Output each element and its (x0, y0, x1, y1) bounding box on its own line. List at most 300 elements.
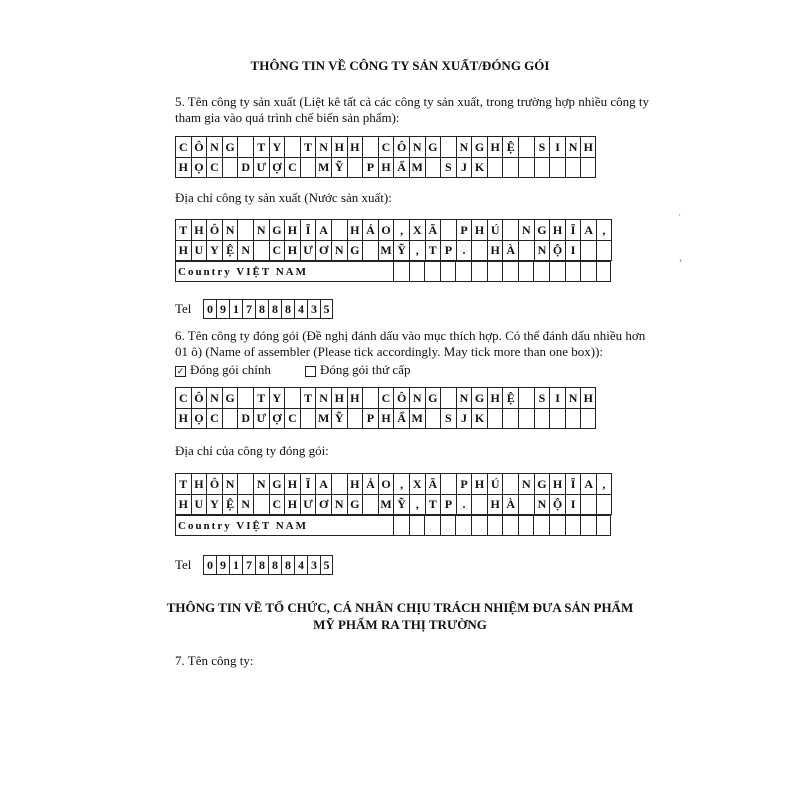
grid-cell[interactable]: N (518, 473, 534, 494)
grid-cell[interactable]: G (222, 136, 238, 157)
grid-row (175, 387, 596, 408)
question-5-line2: tham gia vào quá trình chế biến sản phẩm): (175, 110, 400, 125)
grid-cell[interactable] (596, 494, 612, 515)
grid-cell[interactable]: P (440, 240, 456, 261)
grid-cell[interactable]: Ộ (549, 494, 565, 515)
grid-cell[interactable]: Ỹ (393, 494, 409, 515)
grid-cell[interactable] (362, 136, 378, 157)
grid-cell[interactable]: T (425, 240, 441, 261)
grid-cell[interactable]: A (580, 219, 596, 240)
grid-cell[interactable]: X (409, 219, 425, 240)
grid-cell[interactable]: , (409, 240, 425, 261)
grid-cell[interactable]: Y (206, 240, 222, 261)
grid-cell[interactable]: H (378, 408, 394, 429)
grid-cell[interactable]: H (549, 219, 565, 240)
grid-cell[interactable]: M (409, 408, 425, 429)
assembler-name-grid[interactable] (175, 387, 596, 429)
grid-cell[interactable]: T (175, 473, 191, 494)
grid-cell[interactable] (487, 515, 503, 536)
manufacturer-address-grid[interactable] (175, 219, 612, 261)
grid-cell[interactable]: J (456, 157, 472, 178)
grid-cell[interactable]: Y (269, 136, 285, 157)
grid-row (175, 408, 596, 429)
question-5-line1: 5. Tên công ty sản xuất (Liệt kê tất cả các công ty sản xuất, trong trường hợp nhiều công ty (175, 94, 649, 109)
grid-cell[interactable]: Ệ (502, 387, 518, 408)
grid-cell[interactable] (549, 408, 565, 429)
grid-cell[interactable]: G (269, 219, 285, 240)
grid-cell[interactable]: H (331, 387, 347, 408)
grid-cell[interactable]: N (253, 219, 269, 240)
grid-cell[interactable]: G (347, 494, 363, 515)
grid-cell[interactable]: Ỹ (393, 240, 409, 261)
grid-cell[interactable]: Ơ (315, 240, 331, 261)
grid-cell[interactable] (487, 157, 503, 178)
manufacturer-tel (175, 299, 333, 319)
manufacturer-country-row[interactable] (175, 261, 611, 282)
grid-cell[interactable] (596, 240, 612, 261)
grid-cell[interactable]: Ô (206, 219, 222, 240)
grid-cell[interactable] (362, 240, 378, 261)
grid-cell[interactable] (222, 157, 238, 178)
secondary-packing-label: Đóng gói thứ cấp (320, 362, 411, 377)
grid-cell[interactable]: C (175, 387, 191, 408)
grid-cell[interactable] (533, 261, 549, 282)
grid-cell[interactable] (502, 219, 518, 240)
grid-cell[interactable]: H (175, 157, 191, 178)
grid-cell[interactable] (331, 473, 347, 494)
grid-cell[interactable]: I (549, 136, 565, 157)
grid-cell[interactable]: T (300, 387, 316, 408)
grid-cell[interactable] (222, 408, 238, 429)
grid-cell[interactable]: Ĩ (565, 473, 581, 494)
grid-cell[interactable]: N (456, 387, 472, 408)
grid-cell[interactable]: H (378, 157, 394, 178)
grid-cell[interactable]: I (565, 240, 581, 261)
tel-digit-box[interactable]: 4 (294, 555, 307, 575)
grid-cell[interactable] (237, 387, 253, 408)
grid-cell[interactable]: G (471, 136, 487, 157)
grid-cell[interactable]: M (378, 240, 394, 261)
primary-packing-checkbox[interactable]: ✓ (176, 365, 185, 376)
assembler-address-grid[interactable] (175, 473, 612, 515)
grid-cell[interactable] (533, 515, 549, 536)
grid-cell[interactable]: N (534, 494, 550, 515)
grid-cell[interactable] (487, 408, 503, 429)
grid-cell[interactable]: U (191, 494, 207, 515)
grid-cell[interactable] (409, 515, 425, 536)
grid-cell[interactable] (440, 515, 456, 536)
grid-cell[interactable] (455, 261, 471, 282)
grid-cell[interactable]: M (378, 494, 394, 515)
grid-cell[interactable]: , (393, 473, 409, 494)
grid-cell[interactable]: C (284, 157, 300, 178)
grid-cell[interactable] (565, 408, 581, 429)
grid-cell[interactable]: Ã (425, 473, 441, 494)
grid-cell[interactable] (502, 515, 518, 536)
grid-cell[interactable] (347, 408, 363, 429)
grid-cell[interactable] (580, 494, 596, 515)
grid-cell[interactable]: Ỹ (331, 408, 347, 429)
grid-cell[interactable] (487, 261, 503, 282)
grid-cell[interactable]: N (565, 387, 581, 408)
grid-cell[interactable]: Ĩ (565, 219, 581, 240)
grid-cell[interactable] (534, 408, 550, 429)
grid-cell[interactable]: Ộ (549, 240, 565, 261)
grid-cell[interactable] (455, 515, 471, 536)
grid-cell[interactable]: G (425, 136, 441, 157)
grid-cell[interactable]: M (315, 408, 331, 429)
grid-cell[interactable] (331, 219, 347, 240)
tel-digit-box[interactable]: 3 (307, 555, 320, 575)
grid-cell[interactable]: Ợ (269, 408, 285, 429)
grid-cell[interactable] (502, 408, 518, 429)
grid-cell[interactable] (549, 515, 565, 536)
grid-cell[interactable] (518, 240, 534, 261)
grid-cell[interactable]: P (362, 157, 378, 178)
grid-cell[interactable]: G (269, 473, 285, 494)
grid-cell[interactable]: M (409, 157, 425, 178)
grid-cell[interactable] (549, 157, 565, 178)
grid-cell[interactable] (518, 494, 534, 515)
grid-cell[interactable]: Ư (253, 408, 269, 429)
grid-cell[interactable]: M (315, 157, 331, 178)
tel-digit-box[interactable]: 9 (216, 555, 229, 575)
grid-cell[interactable] (580, 240, 596, 261)
grid-cell[interactable]: , (409, 494, 425, 515)
grid-cell[interactable]: C (269, 240, 285, 261)
grid-cell[interactable]: N (331, 494, 347, 515)
grid-cell[interactable]: S (440, 408, 456, 429)
grid-cell[interactable]: . (456, 494, 472, 515)
grid-cell[interactable] (424, 261, 440, 282)
grid-cell[interactable] (440, 473, 456, 494)
grid-cell[interactable]: H (191, 219, 207, 240)
grid-cell[interactable]: H (191, 473, 207, 494)
grid-cell[interactable]: S (534, 136, 550, 157)
grid-cell[interactable]: , (393, 219, 409, 240)
tel-digit-box[interactable]: 8 (268, 299, 281, 319)
grid-cell[interactable]: I (565, 494, 581, 515)
margin-mark: · (678, 210, 681, 220)
grid-cell[interactable]: K (471, 157, 487, 178)
grid-cell[interactable]: H (580, 136, 596, 157)
grid-cell[interactable]: T (253, 387, 269, 408)
tel-digit-box[interactable]: 8 (255, 299, 268, 319)
grid-cell[interactable] (284, 136, 300, 157)
grid-cell[interactable]: H (487, 240, 503, 261)
grid-cell[interactable]: Ả (362, 473, 378, 494)
grid-cell[interactable]: H (347, 473, 363, 494)
tel-digit-box[interactable]: 1 (229, 555, 242, 575)
grid-cell[interactable]: Ã (425, 219, 441, 240)
grid-cell[interactable] (502, 473, 518, 494)
grid-cell[interactable]: , (596, 473, 612, 494)
grid-cell[interactable] (393, 515, 409, 536)
grid-cell[interactable]: Ả (362, 219, 378, 240)
grid-cell[interactable]: C (378, 387, 394, 408)
grid-cell[interactable]: . (456, 240, 472, 261)
grid-cell[interactable]: Ô (393, 387, 409, 408)
country-cell[interactable]: Country VIỆT NAM (175, 515, 393, 536)
grid-cell[interactable] (565, 261, 581, 282)
grid-cell[interactable] (424, 515, 440, 536)
tel-digit-box[interactable]: 3 (307, 299, 320, 319)
grid-cell[interactable] (565, 157, 581, 178)
grid-cell[interactable]: C (284, 408, 300, 429)
grid-cell[interactable]: N (237, 494, 253, 515)
grid-cell[interactable]: H (284, 240, 300, 261)
grid-cell[interactable] (549, 261, 565, 282)
grid-cell[interactable]: Ô (191, 387, 207, 408)
grid-cell[interactable]: H (347, 387, 363, 408)
grid-cell[interactable]: Ọ (191, 157, 207, 178)
grid-cell[interactable]: N (206, 136, 222, 157)
grid-cell[interactable] (440, 136, 456, 157)
grid-row (175, 157, 596, 178)
tel-digit-box[interactable]: 8 (255, 555, 268, 575)
tel-digit-box[interactable]: 0 (203, 299, 216, 319)
grid-cell[interactable]: H (175, 240, 191, 261)
grid-cell[interactable]: Ú (487, 473, 503, 494)
grid-cell[interactable] (518, 136, 534, 157)
grid-cell[interactable]: G (534, 219, 550, 240)
grid-cell[interactable]: X (409, 473, 425, 494)
assembler-address-label: Địa chỉ của công ty đóng gói: (175, 443, 329, 458)
grid-cell[interactable]: A (315, 473, 331, 494)
grid-cell[interactable]: Ẩ (393, 408, 409, 429)
grid-cell[interactable] (300, 157, 316, 178)
grid-cell[interactable]: P (362, 408, 378, 429)
grid-cell[interactable]: N (315, 136, 331, 157)
tel-digit-box[interactable]: 7 (242, 299, 255, 319)
primary-packing-option[interactable] (175, 361, 271, 378)
grid-cell[interactable]: I (549, 387, 565, 408)
grid-cell[interactable]: N (565, 136, 581, 157)
tel-digit-box[interactable]: 5 (320, 299, 333, 319)
grid-cell[interactable]: N (456, 136, 472, 157)
tel-digit-box[interactable]: 1 (229, 299, 242, 319)
grid-cell[interactable]: N (331, 240, 347, 261)
grid-cell[interactable]: H (284, 494, 300, 515)
grid-cell[interactable]: H (580, 387, 596, 408)
grid-cell[interactable] (580, 408, 596, 429)
grid-cell[interactable]: A (580, 473, 596, 494)
grid-cell[interactable]: G (222, 387, 238, 408)
grid-cell[interactable] (425, 408, 441, 429)
grid-cell[interactable]: Ơ (315, 494, 331, 515)
grid-cell[interactable] (253, 240, 269, 261)
grid-cell[interactable]: C (206, 157, 222, 178)
grid-cell[interactable]: T (425, 494, 441, 515)
grid-cell[interactable]: N (253, 473, 269, 494)
manufacturer-address-label: Địa chỉ công ty sản xuất (Nước sản xuất): (175, 190, 392, 205)
grid-cell[interactable]: P (456, 473, 472, 494)
grid-cell[interactable]: Ệ (222, 494, 238, 515)
grid-cell[interactable] (534, 157, 550, 178)
section-title-manufacturer: THÔNG TIN VỀ CÔNG TY SẢN XUẤT/ĐÓNG GÓI (250, 58, 550, 73)
question-7: 7. Tên công ty: (175, 653, 254, 668)
grid-cell[interactable]: N (222, 219, 238, 240)
grid-cell[interactable]: A (315, 219, 331, 240)
grid-cell[interactable]: D (237, 408, 253, 429)
grid-cell[interactable] (471, 494, 487, 515)
tel-digit-box[interactable]: 9 (216, 299, 229, 319)
grid-cell[interactable]: G (534, 473, 550, 494)
grid-cell[interactable] (565, 515, 581, 536)
grid-cell[interactable]: Ẩ (393, 157, 409, 178)
section-title-responsible-line2: MỸ PHẨM RA THỊ TRƯỜNG (313, 617, 487, 632)
grid-cell[interactable]: H (471, 473, 487, 494)
grid-cell[interactable] (253, 494, 269, 515)
grid-cell[interactable] (393, 261, 409, 282)
grid-cell[interactable]: À (502, 240, 518, 261)
grid-row (175, 473, 612, 494)
grid-cell[interactable]: T (175, 219, 191, 240)
assembler-country-row[interactable] (175, 515, 611, 536)
grid-cell[interactable] (300, 408, 316, 429)
tel-digit-box[interactable]: 8 (281, 299, 294, 319)
manufacturer-tel-boxes[interactable] (203, 299, 333, 319)
primary-packing-label: Đóng gói chính (190, 362, 271, 377)
grid-cell[interactable] (237, 219, 253, 240)
grid-cell[interactable] (502, 261, 518, 282)
grid-cell[interactable] (440, 219, 456, 240)
assembler-tel-boxes[interactable] (203, 555, 333, 575)
grid-cell[interactable]: H (175, 408, 191, 429)
tel-digit-box[interactable]: 0 (203, 555, 216, 575)
question-6-line1: 6. Tên công ty đóng gói (Đề nghị đánh dấu vào mục thích hợp. Có thể đánh dấu nhiều hơn (175, 328, 646, 343)
grid-cell[interactable]: G (425, 387, 441, 408)
grid-cell[interactable]: D (237, 157, 253, 178)
grid-cell[interactable] (518, 515, 534, 536)
grid-cell[interactable] (440, 387, 456, 408)
grid-cell[interactable] (440, 261, 456, 282)
grid-cell[interactable]: N (409, 136, 425, 157)
grid-cell[interactable]: N (518, 219, 534, 240)
grid-cell[interactable] (518, 408, 534, 429)
grid-cell[interactable]: H (331, 136, 347, 157)
grid-cell[interactable] (518, 387, 534, 408)
grid-cell[interactable]: K (471, 408, 487, 429)
grid-cell[interactable] (425, 157, 441, 178)
secondary-packing-option[interactable] (305, 361, 410, 378)
grid-cell[interactable]: H (487, 387, 503, 408)
grid-cell[interactable]: J (456, 408, 472, 429)
grid-cell[interactable] (471, 240, 487, 261)
grid-cell[interactable] (362, 387, 378, 408)
grid-cell[interactable]: H (471, 219, 487, 240)
grid-cell[interactable]: S (534, 387, 550, 408)
grid-cell[interactable] (471, 515, 487, 536)
grid-cell[interactable]: Ô (206, 473, 222, 494)
grid-cell[interactable]: C (378, 136, 394, 157)
grid-cell[interactable]: N (409, 387, 425, 408)
grid-cell[interactable]: T (300, 136, 316, 157)
tel-digit-box[interactable]: 8 (281, 555, 294, 575)
tel-digit-box[interactable]: 5 (320, 555, 333, 575)
grid-cell[interactable]: Y (269, 387, 285, 408)
grid-cell[interactable]: Ư (300, 494, 316, 515)
grid-cell[interactable] (237, 473, 253, 494)
grid-cell[interactable]: N (237, 240, 253, 261)
grid-cell[interactable]: Ỹ (331, 157, 347, 178)
grid-cell[interactable] (347, 157, 363, 178)
grid-cell[interactable]: Ú (487, 219, 503, 240)
grid-cell[interactable]: H (487, 494, 503, 515)
grid-cell[interactable]: Ệ (222, 240, 238, 261)
grid-cell[interactable]: Ĩ (300, 219, 316, 240)
grid-cell[interactable]: C (175, 136, 191, 157)
grid-cell[interactable]: Ư (300, 240, 316, 261)
grid-cell[interactable] (362, 494, 378, 515)
grid-cell[interactable]: N (222, 473, 238, 494)
grid-cell[interactable]: P (440, 494, 456, 515)
grid-cell[interactable] (471, 261, 487, 282)
tel-digit-box[interactable]: 8 (268, 555, 281, 575)
grid-cell[interactable]: Ư (253, 157, 269, 178)
grid-cell[interactable]: Ợ (269, 157, 285, 178)
grid-cell[interactable]: G (471, 387, 487, 408)
grid-cell[interactable]: O (378, 219, 394, 240)
grid-cell[interactable]: H (347, 219, 363, 240)
tel-digit-box[interactable]: 4 (294, 299, 307, 319)
grid-cell[interactable] (518, 157, 534, 178)
grid-cell[interactable]: N (315, 387, 331, 408)
grid-cell[interactable] (596, 261, 612, 282)
grid-cell[interactable] (518, 261, 534, 282)
grid-cell[interactable] (580, 157, 596, 178)
grid-cell[interactable]: G (347, 240, 363, 261)
grid-row (175, 494, 612, 515)
grid-cell[interactable]: U (191, 240, 207, 261)
grid-cell[interactable]: N (206, 387, 222, 408)
grid-cell[interactable]: H (175, 494, 191, 515)
grid-cell[interactable]: À (502, 494, 518, 515)
grid-cell[interactable]: H (284, 473, 300, 494)
grid-cell[interactable] (580, 515, 596, 536)
grid-cell[interactable]: H (347, 136, 363, 157)
grid-cell[interactable]: T (253, 136, 269, 157)
grid-cell[interactable]: C (269, 494, 285, 515)
grid-cell[interactable]: P (456, 219, 472, 240)
grid-cell[interactable]: O (378, 473, 394, 494)
grid-cell[interactable]: N (534, 240, 550, 261)
grid-cell[interactable] (237, 136, 253, 157)
grid-cell[interactable] (596, 515, 612, 536)
country-cell[interactable]: Country VIỆT NAM (175, 261, 393, 282)
grid-cell[interactable]: Ô (393, 136, 409, 157)
grid-cell[interactable]: S (440, 157, 456, 178)
grid-cell[interactable]: Ĩ (300, 473, 316, 494)
grid-cell[interactable] (409, 261, 425, 282)
grid-cell[interactable]: H (487, 136, 503, 157)
grid-cell[interactable]: C (206, 408, 222, 429)
grid-cell[interactable]: Ọ (191, 408, 207, 429)
tel-digit-box[interactable]: 7 (242, 555, 255, 575)
grid-cell[interactable]: , (596, 219, 612, 240)
grid-row (175, 219, 612, 240)
manufacturer-name-grid[interactable] (175, 136, 596, 178)
grid-cell[interactable]: Ệ (502, 136, 518, 157)
secondary-packing-checkbox[interactable] (305, 366, 316, 377)
grid-cell[interactable]: Ô (191, 136, 207, 157)
grid-cell[interactable] (284, 387, 300, 408)
grid-cell[interactable] (502, 157, 518, 178)
grid-cell[interactable]: H (284, 219, 300, 240)
grid-cell[interactable]: Y (206, 494, 222, 515)
grid-cell[interactable] (580, 261, 596, 282)
grid-cell[interactable]: H (549, 473, 565, 494)
